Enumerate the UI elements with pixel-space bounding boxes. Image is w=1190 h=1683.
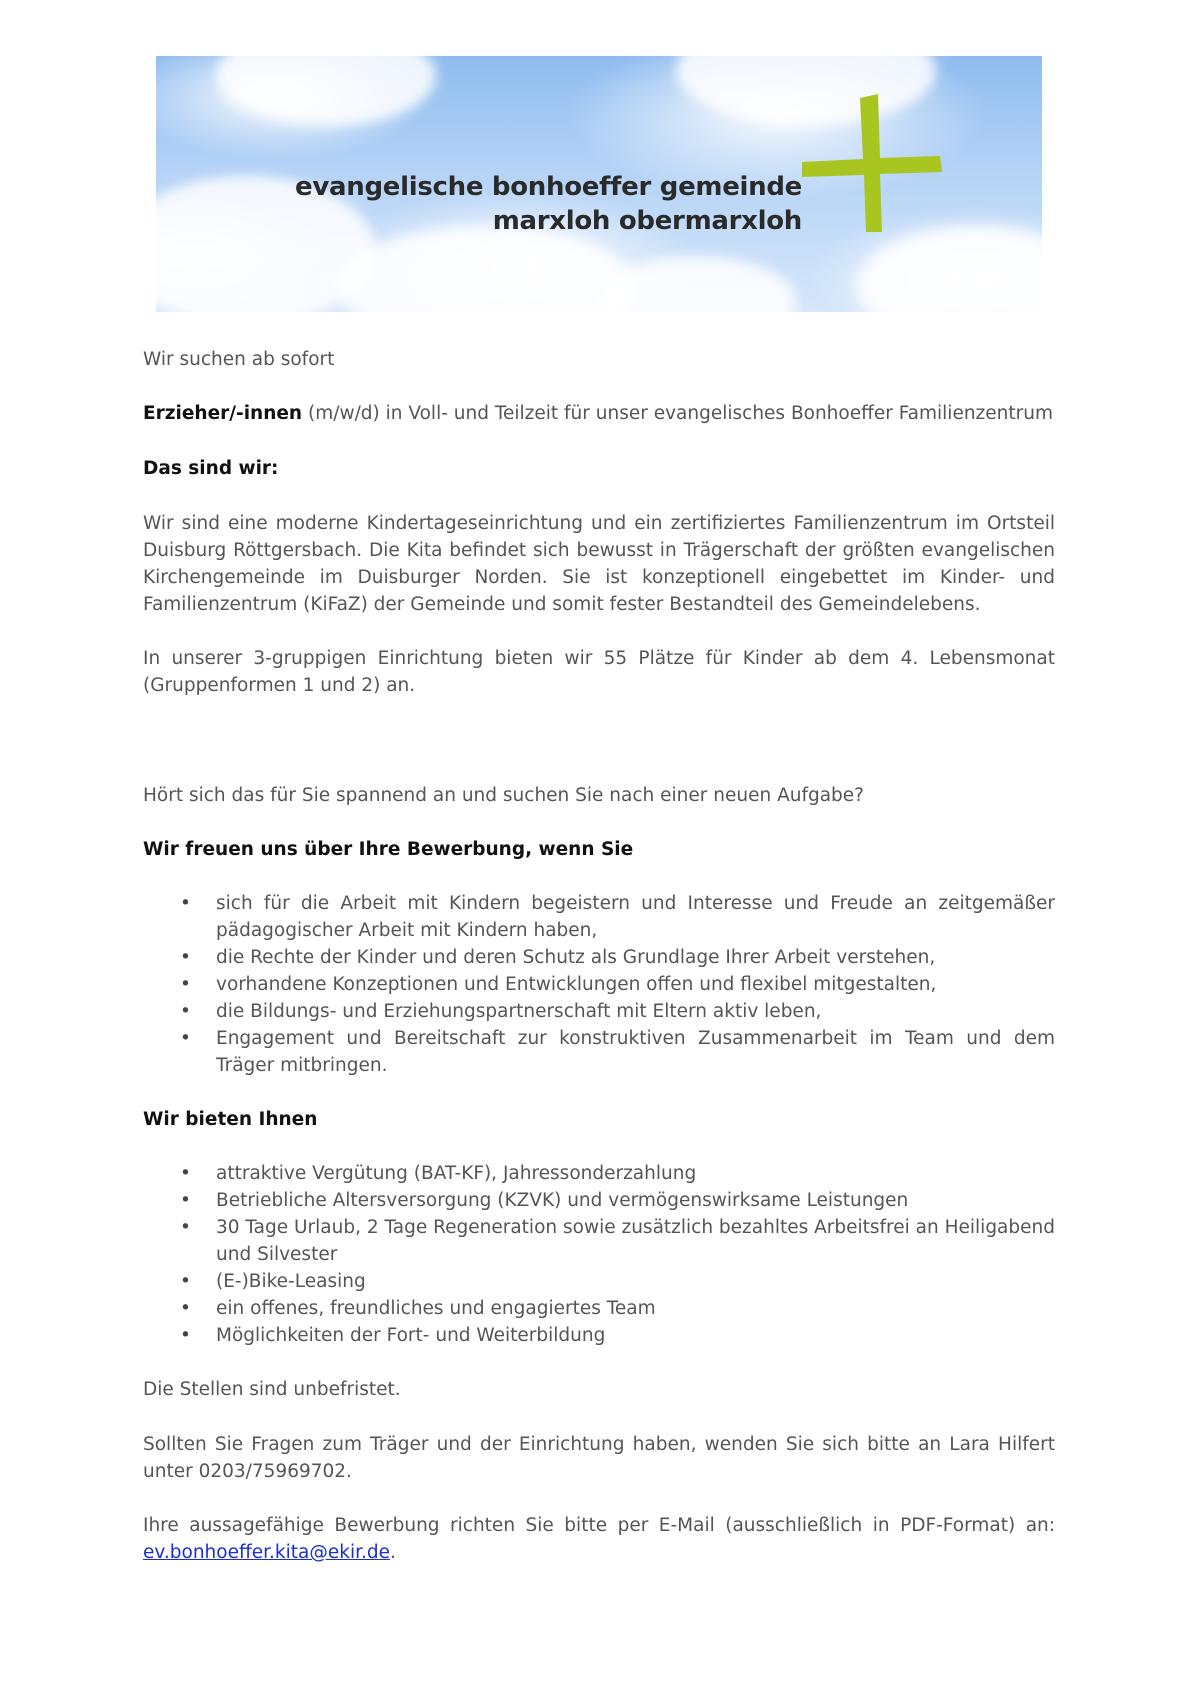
list-item [143, 1187, 1055, 1214]
bullet-icon: • [180, 1001, 191, 1022]
bullet-icon: • [180, 1217, 191, 1238]
list-item [143, 890, 1055, 944]
about-paragraph-1: Wir sind eine moderne Kindertageseinrichtung und ein zertifiziertes Familienzentrum im Ortsteil Duisburg Röttgersbach. Die Kita befindet sich bewusst in Trägerschaft der größten evangelischen Kirchengemeinde im Duisburger Norden. Sie ist konzeptionell eingebettet im Kinder- und Familienzentrum (KiFaZ) der Gemeinde und somit fester Bestandteil des Gemeindelebens. [143, 513, 1055, 615]
bullet-icon: • [180, 1028, 191, 1049]
bullet-icon: • [180, 893, 191, 914]
list-item [143, 1268, 1055, 1295]
intro-text: Wir suchen ab sofort [143, 349, 335, 370]
list-item-text: ein offenes, freundliches und engagiertes Team [216, 1298, 656, 1319]
application-instruction: Ihre aussagefähige Bewerbung richten Sie bitte per E-Mail (ausschließlich in PDF-Format) an: [143, 1515, 1055, 1536]
position-details: (m/w/d) in Voll- und Teilzeit für unser evangelisches Bonhoeffer Familienzentrum [302, 403, 1053, 424]
list-item [143, 944, 1055, 971]
list-item-text: Betriebliche Altersversorgung (KZVK) und vermögenswirksame Leistungen [216, 1190, 909, 1211]
bullet-icon: • [180, 974, 191, 995]
email-link[interactable]: ev.bonhoeffer.kita@ekir.de [143, 1542, 390, 1563]
list-item [143, 1214, 1055, 1268]
bullet-icon: • [180, 1325, 191, 1346]
bullet-icon: • [180, 1163, 191, 1184]
question-text: Hört sich das für Sie spannend an und suchen Sie nach einer neuen Aufgabe? [143, 785, 864, 806]
bullet-icon: • [180, 947, 191, 968]
list-item [143, 971, 1055, 998]
offers-list [143, 1160, 1055, 1349]
list-item [143, 1160, 1055, 1187]
list-item-text: attraktive Vergütung (BAT-KF), Jahressonderzahlung [216, 1163, 697, 1184]
list-item-text: die Bildungs- und Erziehungspartnerschaft mit Eltern aktiv leben, [216, 1001, 822, 1022]
list-item [143, 1295, 1055, 1322]
list-item [143, 1322, 1055, 1349]
list-item-text: (E-)Bike-Leasing [216, 1271, 366, 1292]
list-item-text: sich für die Arbeit mit Kindern begeistern und Interesse und Freude an zeitgemäßer pädagogischer Arbeit mit Kindern haben, [216, 893, 1055, 941]
brand-name-line-1: evangelische bonhoeffer gemeinde [295, 172, 802, 202]
cross-logo-icon [156, 56, 1042, 312]
bullet-icon: • [180, 1271, 191, 1292]
list-item [143, 1025, 1055, 1079]
requirements-heading: Wir freuen uns über Ihre Bewerbung, wenn Sie [143, 839, 634, 860]
bullet-icon: • [180, 1298, 191, 1319]
position-line [143, 400, 1055, 427]
about-paragraph-2: In unserer 3-gruppigen Einrichtung bieten wir 55 Plätze für Kinder ab dem 4. Lebensmonat (Gruppenformen 1 und 2) an. [143, 648, 1055, 696]
about-heading: Das sind wir: [143, 458, 279, 479]
offers-heading: Wir bieten Ihnen [143, 1109, 318, 1130]
bullet-icon: • [180, 1190, 191, 1211]
list-item-text: Engagement und Bereitschaft zur konstruktiven Zusammenarbeit im Team und dem Träger mitbringen. [216, 1028, 1055, 1076]
list-item-text: Möglichkeiten der Fort- und Weiterbildung [216, 1325, 606, 1346]
header-banner [156, 56, 1042, 312]
contact-text: Sollten Sie Fragen zum Träger und der Einrichtung haben, wenden Sie sich bitte an Lara Hilfert unter 0203/75969702. [143, 1434, 1055, 1482]
brand-name-line-2: marxloh obermarxloh [492, 206, 802, 236]
permanent-text: Die Stellen sind unbefristet. [143, 1379, 401, 1400]
list-item-text: vorhandene Konzeptionen und Entwicklungen offen und flexibel mitgestalten, [216, 974, 937, 995]
application-end: . [390, 1542, 396, 1563]
position-title: Erzieher/-innen [143, 403, 303, 424]
application-text [143, 1512, 1055, 1566]
list-item-text: 30 Tage Urlaub, 2 Tage Regeneration sowie zusätzlich bezahltes Arbeitsfrei an Heiligabend und Silvester [216, 1217, 1055, 1265]
list-item-text: die Rechte der Kinder und deren Schutz als Grundlage Ihrer Arbeit verstehen, [216, 947, 936, 968]
requirements-list [143, 890, 1055, 1079]
list-item [143, 998, 1055, 1025]
